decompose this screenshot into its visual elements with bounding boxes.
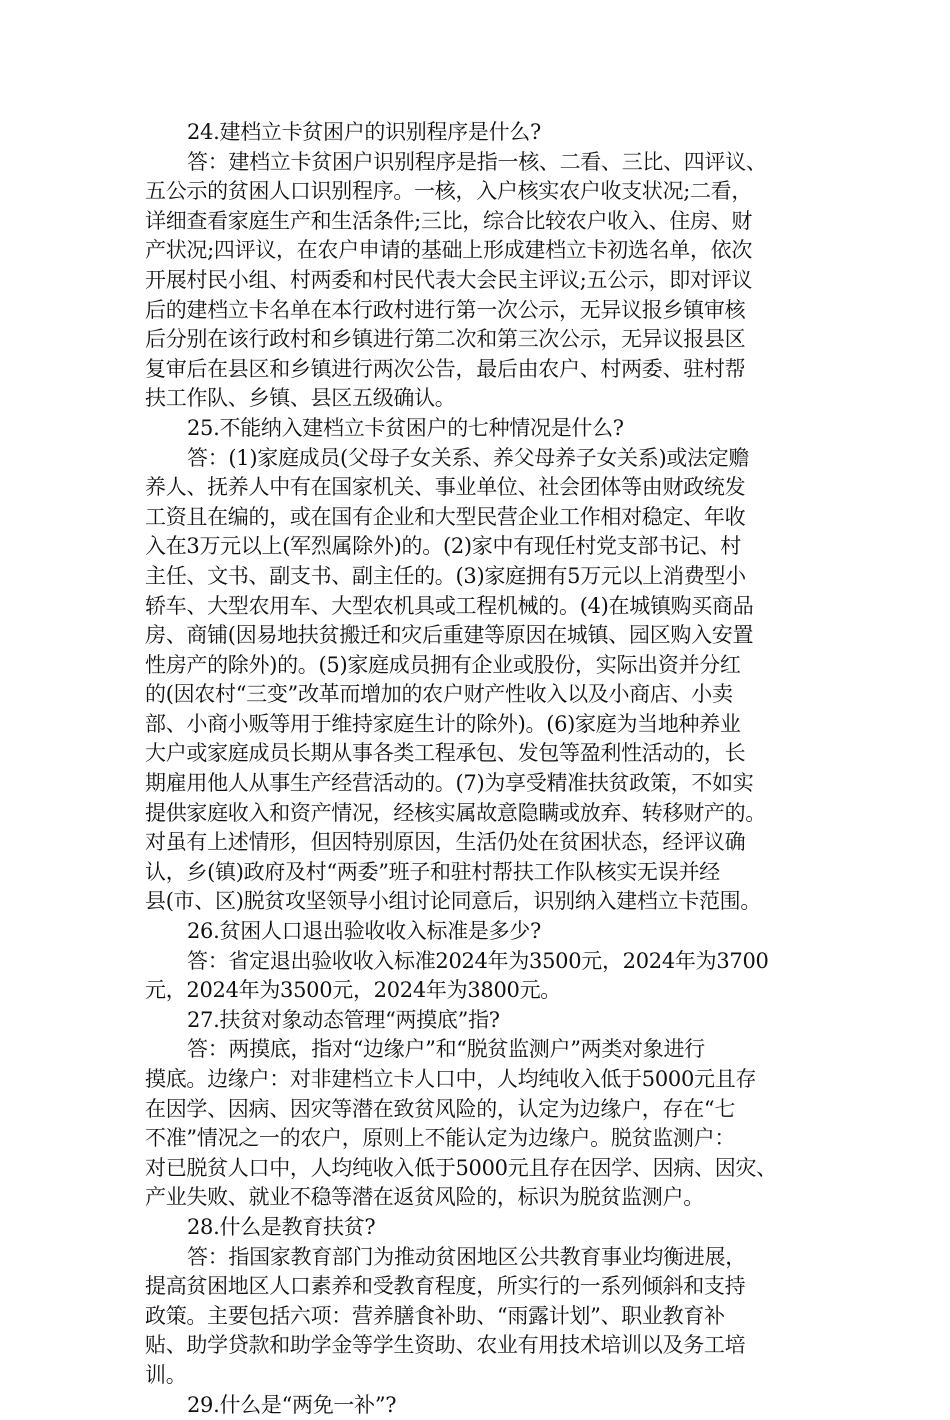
text-line: 28.什么是教育扶贫? [187, 1214, 376, 1239]
text-line: 提高贫困地区人口素养和受教育程度，所实行的一系列倾斜和支持 [145, 1274, 746, 1299]
text-line: 县(市、区)脱贫攻坚领导小组讨论同意后，识别纳入建档立卡范围。 [145, 889, 762, 914]
text-line: 答：指国家教育部门为推动贫困地区公共教育事业均衡进展， [187, 1244, 746, 1269]
text-line: 房、商铺(因易地扶贫搬迁和灾后重建等原因在城镇、园区购入安置 [145, 623, 754, 648]
text-line: 产业失败、就业不稳等潜在返贫风险的，标识为脱贫监测户。 [145, 1185, 704, 1210]
text-line: 轿车、大型农用车、大型农机具或工程机械的。(4)在城镇购买商品 [145, 593, 754, 618]
text-line: 性房产的除外)的。(5)家庭成员拥有企业或股份，实际出资并分红 [145, 652, 741, 677]
text-line: 29.什么是“两免一补”? [187, 1392, 397, 1417]
text-line: 在因学、因病、因灾等潜在致贫风险的，认定为边缘户，存在“七 [145, 1096, 736, 1121]
text-line: 认，乡(镇)政府及村“两委”班子和驻村帮扶工作队核实无误并经 [145, 859, 720, 884]
text-line: 部、小商小贩等用于维持家庭生计的除外)。(6)家庭为当地种养业 [145, 711, 741, 736]
text-line: 大户或家庭成员长期从事各类工程承包、发包等盈利性活动的，长 [145, 741, 746, 766]
text-line: 产状况;四评议，在农户申请的基础上形成建档立卡初选名单，依次 [145, 238, 753, 263]
text-line: 期雇用他人从事生产经营活动的。(7)为享受精准扶贫政策，不如实 [145, 771, 754, 796]
text-line: 提供家庭收入和资产情况，经核实属故意隐瞒或放弃、转移财产的。 [145, 800, 766, 825]
text-line: 26.贫困人口退出验收收入标准是多少? [187, 919, 541, 944]
text-line: 的(因农村“三变”改革而增加的农户财产性收入以及小商店、小卖 [145, 682, 733, 707]
text-line: 主任、文书、副支书、副主任的。(3)家庭拥有5万元以上消费型小 [145, 563, 746, 588]
text-line: 开展村民小组、村两委和村民代表大会民主评议;五公示，即对评议 [145, 267, 753, 292]
text-line: 后分别在该行政村和乡镇进行第二次和第三次公示，无异议报县区 [145, 327, 746, 352]
text-line: 复审后在县区和乡镇进行两次公告，最后由农户、村两委、驻村帮 [145, 356, 746, 381]
text-line: 不准”情况之一的农户，原则上不能认定为边缘户。脱贫监测户： [145, 1126, 736, 1151]
text-line: 答：(1)家庭成员(父母子女关系、养父母养子女关系)或法定赡 [187, 445, 750, 470]
text-line: 政策。主要包括六项：营养膳食补助、“雨露计划”、职业教育补 [145, 1303, 725, 1328]
text-line: 详细查看家庭生产和生活条件;三比，综合比较农户收入、住房、财 [145, 208, 753, 233]
text-line: 摸底。边缘户：对非建档立卡人口中，人均纯收入低于5000元且存 [145, 1067, 757, 1091]
text-line: 入在3万元以上(军烈属除外)的。(2)家中有现任村党支部书记、村 [145, 534, 741, 559]
text-line: 对虽有上述情形，但因特别原因，生活仍处在贫困状态，经评议确 [145, 830, 746, 855]
text-line: 训。 [145, 1362, 187, 1387]
text-line: 答：省定退出验收收入标准2024年为3500元，2024年为3700 [187, 948, 769, 973]
text-line: 元，2024年为3500元，2024年为3800元。 [145, 978, 561, 1003]
text-line: 贴、助学贷款和助学金等学生资助、农业有用技术培训以及务工培 [145, 1333, 746, 1358]
text-line: 工资且在编的，或在国有企业和大型民营企业工作相对稳定、年收 [145, 504, 746, 529]
text-line: 25.不能纳入建档立卡贫困户的七种情况是什么? [187, 415, 624, 440]
text-line: 答：建档立卡贫困户识别程序是指一核、二看、三比、四评议、 [187, 149, 767, 174]
text-line: 养人、抚养人中有在国家机关、事业单位、社会团体等由财政统发 [145, 475, 746, 500]
text-line: 27.扶贫对象动态管理“两摸底”指? [187, 1007, 500, 1032]
text-line: 五公示的贫困人口识别程序。一核，入户核实农户收支状况;二看， [145, 179, 753, 204]
document-page [145, 118, 817, 1420]
text-line: 答：两摸底，指对“边缘户”和“脱贫监测户”两类对象进行 [187, 1037, 705, 1062]
text-line: 对已脱贫人口中，人均纯收入低于5000元且存在因学、因病、因灾、 [145, 1155, 777, 1180]
text-line: 24.建档立卡贫困户的识别程序是什么? [187, 120, 541, 144]
text-line: 扶工作队、乡镇、县区五级确认。 [145, 386, 456, 411]
text-line: 后的建档立卡名单在本行政村进行第一次公示，无异议报乡镇审核 [145, 297, 746, 322]
